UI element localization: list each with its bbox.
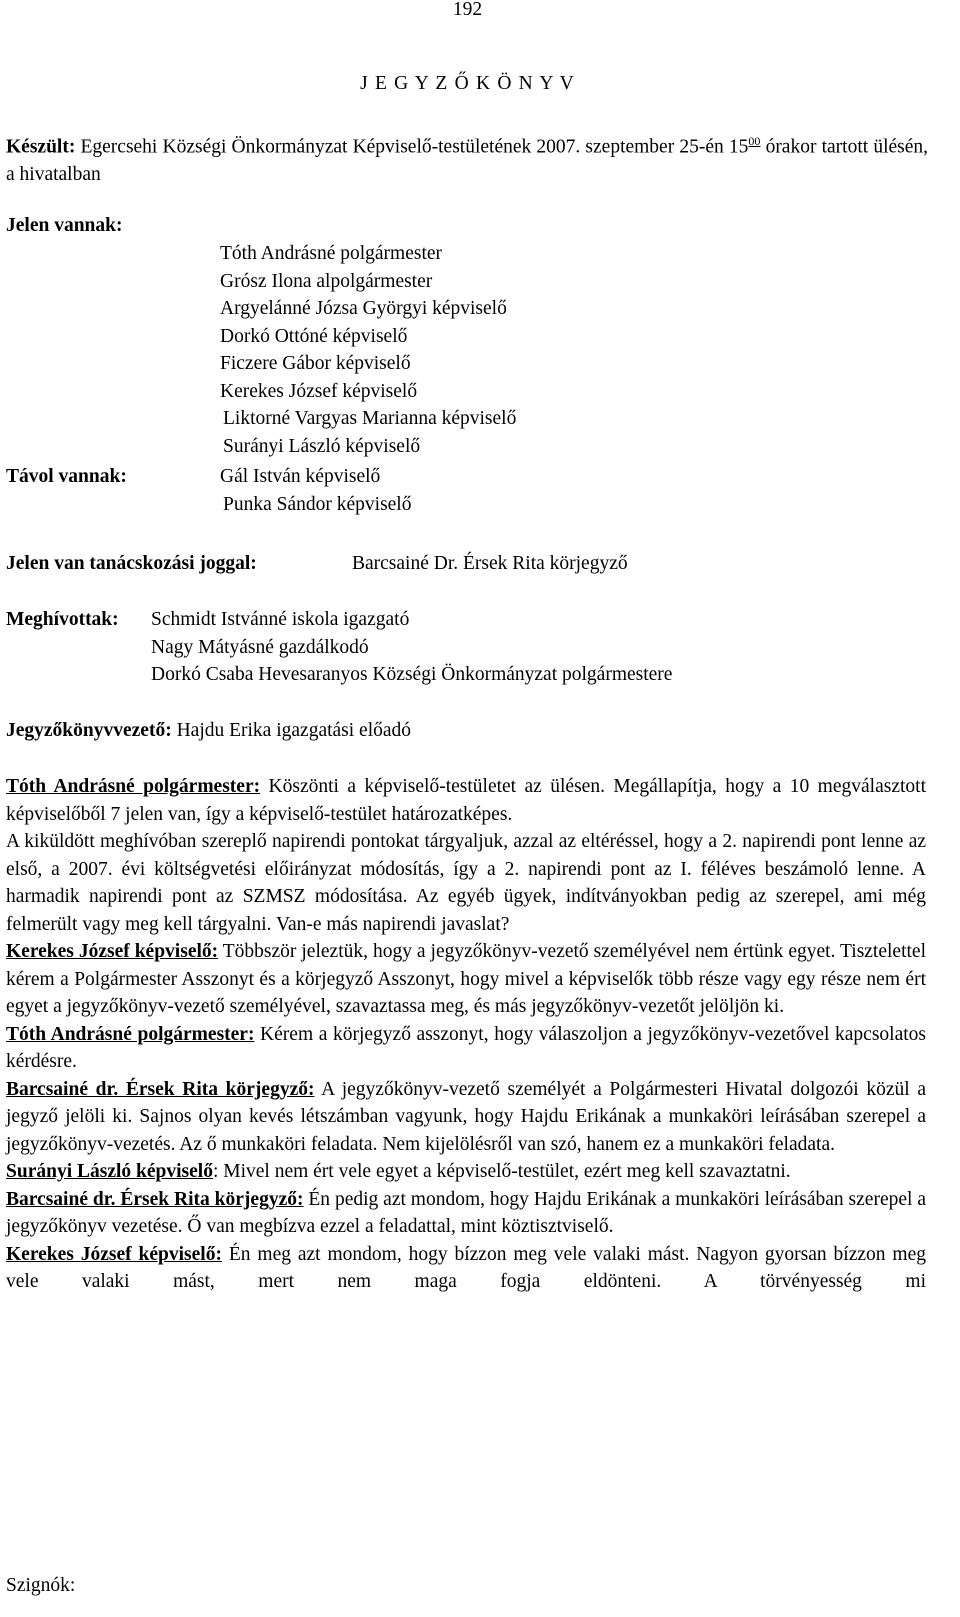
advisory-name: Barcsainé Dr. Érsek Rita körjegyző	[352, 553, 628, 574]
present-label: Jelen vannak:	[6, 215, 123, 236]
paragraph-text: Többször jeleztük, hogy a jegyzőkönyv-vezető személyével nem értünk egyet. Tisztelettel kérem a Polgármester Asszonyt és a körjegyző Asszonyt, hogy mivel a képviselők több része vagy egy része nem ért egyet a jegyzőkönyv-vezető személyével, szavaztassa meg, és más jegyzőkönyv-vezetőt jelöljön ki.	[6, 941, 926, 1017]
speaker-label: Tóth Andrásné polgármester:	[6, 776, 261, 797]
present-name: Dorkó Ottóné képviselő	[220, 325, 408, 347]
paragraph-text: Én meg azt mondom, hogy bízzon meg vele valaki mást. Nagyon gyorsan bízzon meg vele valaki mást, mert nem maga fogja eldönteni. A törvényesség mi	[6, 1243, 926, 1292]
present-name: Argyelánné Józsa Györgyi képviselő	[220, 298, 507, 319]
speaker-label: Surányi László képviselő	[6, 1161, 213, 1182]
paragraph	[6, 1158, 926, 1186]
invited-list	[151, 606, 672, 689]
document-title: J E G Y Z Ő K Ö N Y V	[360, 73, 575, 94]
paragraph-text: Köszönti a képviselő-testületet az ülésen. Megállapítja, hogy a 10 megválasztott képviselőből 7 jelen van, így a képviselő-testület határozatképes.	[6, 776, 926, 825]
invited-label: Meghívottak:	[6, 609, 119, 630]
header-label: Készült:	[6, 136, 76, 158]
invited-name: Schmidt Istvánné iskola igazgató	[151, 609, 410, 630]
advisory-label: Jelen van tanácskozási joggal:	[6, 553, 257, 574]
absent-name: Punka Sándor képviselő	[223, 493, 412, 515]
paragraph-text: A kiküldött meghívóban szereplő napirendi pontokat tárgyaljuk, azzal az eltéréssel, hogy a 2. napirendi pont lenne az első, a 2007. évi költségvetési előirányzat módosítás, így a 2. napirendi pont az I. féléves beszámoló lenne. A harmadik napirendi pont az SZMSZ módosítása. Az egyéb ügyek, indítványokban pedig az szerepel, ami még felmerült vagy meg kell tárgyalni. Van-e más napirendi javaslat?	[6, 831, 926, 935]
paragraph-text: Én pedig azt mondom, hogy Hajdu Erikának a munkaköri leírásában szerepel a jegyzőkönyv vezetése. Ő van megbízva ezzel a feladattal, mint köztisztviselő.	[6, 1188, 926, 1237]
absent-name: Gál István képviselő	[220, 466, 381, 487]
present-name: Tóth Andrásné polgármester	[220, 243, 443, 264]
invited-name: Dorkó Csaba Hevesaranyos Községi Önkormányzat polgármestere	[151, 664, 673, 685]
minutes-body	[6, 773, 926, 1296]
signatures-label: Szignók:	[6, 1575, 76, 1596]
header-text-line2: órakor tartott ülésén, a hivatalban	[6, 136, 929, 185]
recorder-name: Hajdu Erika igazgatási előadó	[176, 720, 412, 741]
present-name: Liktorné Vargyas Marianna képviselő	[223, 408, 517, 429]
present-name: Surányi László képviselő	[223, 435, 421, 457]
speaker-label: Barcsainé dr. Érsek Rita körjegyző:	[6, 1078, 315, 1100]
speaker-label: Kerekes József képviselő:	[6, 941, 219, 962]
header-text-line1: Egercsehi Községi Önkormányzat Képviselő-testületének 2007. szeptember 25-én	[75, 136, 724, 158]
present-name: Ficzere Gábor képviselő	[220, 353, 411, 374]
speaker-label: Kerekes József képviselő:	[6, 1243, 222, 1265]
invited-name: Nagy Mátyásné gazdálkodó	[151, 636, 369, 658]
absent-label: Távol vannak:	[6, 466, 127, 487]
present-name: Kerekes József képviselő	[220, 380, 418, 402]
paragraph	[6, 1241, 926, 1296]
recorder-line	[6, 717, 411, 745]
speaker-label: Barcsainé dr. Érsek Rita körjegyző:	[6, 1188, 304, 1210]
paragraph	[6, 1076, 926, 1159]
header-minutes: 00	[748, 134, 761, 148]
header-paragraph	[6, 128, 928, 189]
header-hour: 15	[728, 136, 749, 158]
paragraph-text: Kérem a körjegyző asszonyt, hogy válaszoljon a jegyzőkönyv-vezetővel kapcsolatos kérdésre.	[6, 1023, 926, 1072]
paragraph	[6, 828, 926, 938]
paragraph	[6, 1021, 926, 1076]
paragraph	[6, 773, 926, 828]
paragraph	[6, 1186, 926, 1241]
paragraph-text: A jegyzőkönyv-vezető személyét a Polgármesteri Hivatal dolgozói közül a jegyző jelöli ki. Sajnos olyan kevés létszámban vagyunk, hogy Hajdu Erikának a munkaköri leírásában szerepel a jegyzőkönyv-vezetés. Az ő munkaköri feladata. Nem kijelölésről van szó, hanem ez a munkaköri feladata.	[6, 1078, 926, 1155]
paragraph	[6, 938, 926, 1021]
absent-list	[220, 463, 411, 518]
speaker-label: Tóth Andrásné polgármester:	[6, 1023, 255, 1045]
present-name: Grósz Ilona alpolgármester	[220, 270, 433, 292]
paragraph-text: : Mivel nem ért vele egyet a képviselő-testület, ezért meg kell szavaztatni.	[212, 1161, 791, 1182]
recorder-label: Jegyzőkönyvvezető:	[6, 720, 172, 741]
present-list	[220, 240, 516, 460]
page-number: 192	[452, 0, 483, 20]
